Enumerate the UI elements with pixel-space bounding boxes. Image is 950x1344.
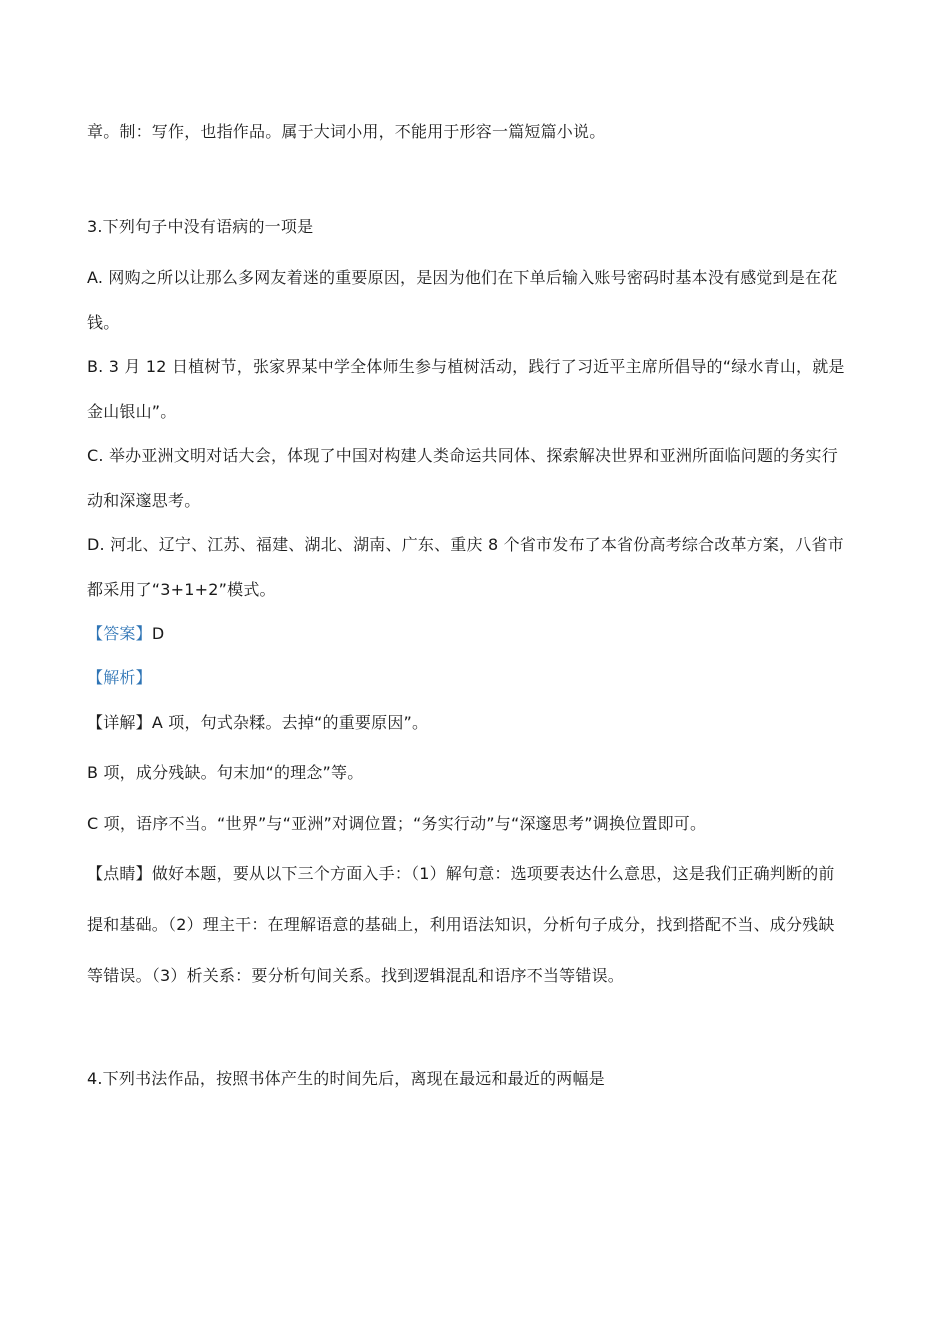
tip-line-3: 等错误。（3）析关系：要分析句间关系。找到逻辑混乱和语序不当等错误。: [87, 966, 624, 985]
detail-label: 【详解】: [87, 713, 152, 732]
question-3-stem: 3.下列句子中没有语病的一项是: [87, 217, 314, 236]
previous-answer-continuation: 章。制：写作，也指作品。属于大词小用，不能用于形容一篇短篇小说。: [87, 122, 606, 141]
answer-value: D: [151, 624, 165, 643]
option-d-line-2: 都采用了“3+1+2”模式。: [87, 580, 276, 599]
tip-label: 【点睛】: [87, 864, 152, 883]
option-c-line-2: 动和深邃思考。: [87, 491, 201, 510]
answer-label: 【答案】: [87, 624, 152, 643]
detail-line-c: C 项，语序不当。“世界”与“亚洲”对调位置；“务实行动”与“深邃思考”调换位置即可。: [87, 814, 707, 833]
option-a-line-1: A. 网购之所以让那么多网友着迷的重要原因，是因为他们在下单后输入账号密码时基本没有感觉到是在花: [87, 268, 838, 287]
option-a-line-2: 钱。: [87, 313, 120, 332]
option-b-line-2: 金山银山”。: [87, 402, 177, 421]
option-d-line-1: D. 河北、辽宁、江苏、福建、湖北、湖南、广东、重庆 8 个省市发布了本省份高考综合改革方案，八省市: [87, 535, 844, 554]
detail-text-a: A 项，句式杂糅。去掉“的重要原因”。: [151, 713, 429, 732]
answer-line: [87, 623, 164, 645]
option-b-line-1: B. 3 月 12 日植树节，张家界某中学全体师生参与植树活动，践行了习近平主席所倡导的“绿水青山，就是: [87, 357, 845, 376]
detail-line-a: [87, 712, 428, 734]
tip-line-1: [87, 863, 835, 885]
tip-line-2: 提和基础。（2）理主干：在理解语意的基础上，利用语法知识，分析句子成分，找到搭配不当、成分残缺: [87, 915, 835, 934]
detail-line-b: B 项，成分残缺。句末加“的理念”等。: [87, 763, 364, 782]
analysis-label: 【解析】: [87, 668, 152, 687]
tip-text-1: 做好本题，要从以下三个方面入手：（1）解句意：选项要表达什么意思，这是我们正确判断的前: [151, 864, 835, 883]
option-c-line-1: C. 举办亚洲文明对话大会，体现了中国对构建人类命运共同体、探索解决世界和亚洲所面临问题的务实行: [87, 446, 838, 465]
question-4-stem: 4.下列书法作品，按照书体产生的时间先后，离现在最远和最近的两幅是: [87, 1069, 605, 1088]
